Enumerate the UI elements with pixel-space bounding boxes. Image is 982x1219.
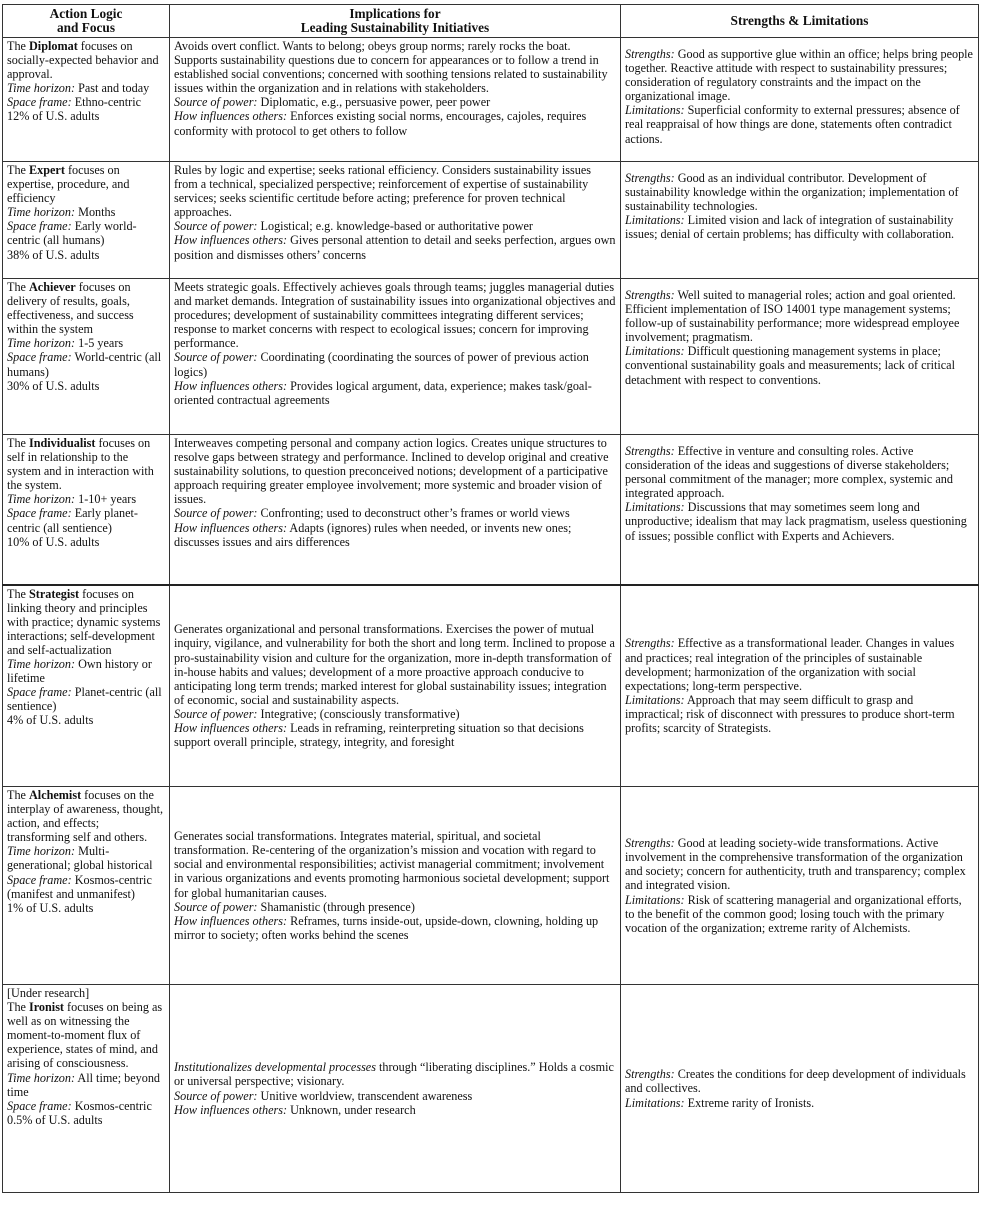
influence-value: Reframes, turns inside-out, upside-down, clowning, holding up mirror to society; often works behind the scenes [174,913,599,942]
name-prefix: The [7,436,29,450]
power-value: Logistical; e.g. knowledge-based or authoritative power [257,219,533,234]
strengths-label: Strengths: [625,636,675,651]
cell-strengths-limitations [621,279,979,435]
space-frame-value: Ethno-centric [71,95,142,110]
strengths-label: Strengths: [625,444,675,458]
strengths-value: Good as supportive glue within an office; helps bring people together. Reactive attitude with respect to sustainability pressures; consideration of regulatory constraints and the impact on the organizational image. [625,47,973,104]
focus-text: focuses on self in relationship to the system and in interaction with the system. [7,436,154,493]
time-horizon-value: All time; beyond time [7,1070,161,1099]
focus-text: focuses on delivery of results, goals, effectiveness, and success within the system [7,280,134,337]
influence-value: Unknown, under research [287,1102,416,1117]
space-frame-label: Space frame: [7,872,72,887]
population-percent: 30% of U.S. adults [7,378,100,393]
cell-implications [170,162,621,279]
strengths-label: Strengths: [625,836,675,851]
time-horizon-value: 1-5 years [75,336,124,351]
cell-implications [170,38,621,162]
power-value: Coordinating (coordinating the sources of power of previous action logics) [174,350,589,379]
influence-value: Leads in reframing, reinterpreting situation so that decisions support overall principle, strategy, integrity, and foresight [174,720,584,750]
row-individualist [3,435,979,585]
influence-label: How influences others: [174,378,288,393]
row-diplomat [3,38,979,162]
implications-text: through “liberating disciplines.” Holds a cosmic or universal perspective; visionary. [174,1060,614,1089]
power-label: Source of power: [174,219,258,234]
logic-name: Alchemist [29,788,82,802]
name-prefix: The [7,280,29,294]
under-research-note: [Under research] [7,986,90,1000]
header-action-logic-line2: and Focus [56,20,115,35]
influence-value: Provides logical argument, data, experience; makes task/goal-oriented contractual agreements [174,378,592,407]
limitations-label: Limitations: [625,344,685,359]
limitations-label: Limitations: [625,892,685,907]
implications-text: Avoids overt conflict. Wants to belong; obeys group norms; rarely rocks the boat. Supports sustainability questions due to concern for appearances or to follow a trend in established social conventions; concerned with soothing tensions related to sustainability issues within the organization and in relations with stakeholders. [174,39,608,96]
influence-label: How influences others: [174,1102,288,1117]
time-horizon-label: Time horizon: [7,492,76,507]
time-horizon-label: Time horizon: [7,1070,76,1085]
limitations-value: Difficult questioning management systems in place; conventional sustainability goals and measurements; lack of critical detachment with respect to conventions. [625,344,955,387]
focus-text: focuses on socially-expected behavior and approval. [7,39,159,82]
space-frame-value: World-centric (all humans) [7,350,162,379]
implications-italic-text: Institutionalizes developmental processes [174,1060,376,1075]
logic-name: Diplomat [29,39,78,53]
header-implications-line1: Implications for [349,5,441,21]
logic-name: Ironist [29,1000,64,1015]
header-implications [170,5,621,38]
limitations-label: Limitations: [625,1095,685,1110]
influence-value: Gives personal attention to detail and seeks perfection, argues own position and dismisses others’ concerns [174,233,616,262]
limitations-label: Limitations: [625,213,685,228]
population-percent: 4% of U.S. adults [7,713,94,728]
limitations-label: Limitations: [625,500,685,515]
limitations-value: Risk of scattering managerial and organizational efforts, to the benefit of the common good; losing touch with the primary vocation of the organization; extreme rarity of Alchemists. [625,892,962,935]
power-value: Diplomatic, e.g., persuasive power, peer power [257,95,491,110]
influence-label: How influences others: [174,913,288,928]
cell-action-logic [3,585,170,787]
power-value: Integrative; (consciously transformative) [257,706,460,721]
limitations-value: Extreme rarity of Ironists. [684,1095,815,1110]
power-value: Unitive worldview, transcendent awareness [257,1088,473,1103]
limitations-value: Approach that may seem difficult to grasp and impractical; risk of disconnect with pressures to produce short-term profits; scarcity of Strategists. [625,692,955,735]
cell-action-logic [3,38,170,162]
cell-implications [170,985,621,1193]
strengths-value: Good at leading society-wide transformations. Active involvement in the comprehensive transformation of the organization and society; concern for authenticity, truth and transparency; complex and integrated vision. [625,836,966,893]
power-label: Source of power: [174,350,258,365]
focus-text: focuses on expertise, procedure, and efficiency [7,163,130,206]
limitations-value: Superficial conformity to external pressures; absence of real reappraisal of how things are done, statements often contradict actions. [625,103,960,146]
limitations-value: Discussions that may sometimes seem long and unproductive; idealism that may lack pragmatism, useless questioning of issues; possible conflict with Experts and Achievers. [625,500,967,543]
strengths-value: Good as an individual contributor. Development of sustainability knowledge within the organization; implementation of sustainability technologies. [625,171,959,214]
power-label: Source of power: [174,1088,258,1103]
influence-label: How influences others: [174,109,288,124]
row-alchemist [3,787,979,985]
cell-strengths-limitations [621,585,979,787]
power-label: Source of power: [174,506,258,521]
cell-action-logic [3,162,170,279]
name-prefix: The [7,1000,29,1015]
population-percent: 38% of U.S. adults [7,247,100,262]
power-value: Shamanistic (through presence) [257,899,415,914]
implications-text: Generates organizational and personal transformations. Exercises the power of mutual inquiry, vigilance, and vulnerability for both the short and long term. Inclined to propose a pro-sustainability vision and culture for the organization, more in-depth transformation of in-house habits and values; development of a more proactive approach conducive to anticipating long term trends; marked interest for global sustainability issues; integration of economic, social and sustainability aspects. [174,622,615,707]
population-percent: 1% of U.S. adults [7,900,94,915]
power-value: Confronting; used to deconstruct other’s frames or world views [257,506,570,521]
influence-label: How influences others: [174,520,288,535]
header-strengths-limitations: Strengths & Limitations [621,5,979,38]
space-frame-value: Kosmos-centric [71,1098,152,1113]
header-row [3,5,979,38]
influence-value: Enforces existing social norms, encourages, cajoles, requires conformity with protocol to get others to follow [174,109,587,138]
cell-implications [170,279,621,435]
influence-value: Adapts (ignores) rules when needed, or invents new ones; discusses issues and airs differences [174,520,572,549]
power-label: Source of power: [174,899,258,914]
strengths-value: Creates the conditions for deep development of individuals and collectives. [625,1067,966,1096]
influence-label: How influences others: [174,720,288,735]
strengths-value: Effective in venture and consulting roles. Active consideration of the ideas and suggestions of diverse stakeholders; personal commitment of the manager; more complex, systemic and integrated approach. [625,444,953,501]
space-frame-label: Space frame: [7,685,72,700]
time-horizon-value: Multi-generational; global historical [7,844,153,873]
header-action-logic [3,5,170,38]
name-prefix: The [7,39,29,53]
name-prefix: The [7,163,29,177]
cell-implications [170,787,621,985]
implications-text: Generates social transformations. Integrates material, spiritual, and societal transformation. Re-centering of the organization’s mission and vocation with regard to social and environmental responsibilities; activist managerial commitment; involvement in various organizations and events promoting harmonious societal development; support for global humanitarian causes. [174,829,610,900]
time-horizon-value: Months [75,205,116,220]
limitations-label: Limitations: [625,692,685,707]
space-frame-label: Space frame: [7,506,72,521]
focus-text: focuses on linking theory and principles with practice; dynamic systems interactions; self-development and self-actualization [7,586,161,657]
cell-strengths-limitations [621,985,979,1193]
logic-name: Achiever [29,280,76,294]
space-frame-value: Early world-centric (all humans) [7,219,137,248]
cell-strengths-limitations [621,787,979,985]
time-horizon-value: Past and today [75,81,150,96]
cell-strengths-limitations [621,38,979,162]
implications-text: Rules by logic and expertise; seeks rational efficiency. Considers sustainability issues from a technical, specialized perspective; reinforcement of expertise of sustainability services; seeks scientific certitude before acting; preference for proven technical approaches. [174,163,591,220]
population-percent: 0.5% of U.S. adults [7,1112,103,1127]
time-horizon-label: Time horizon: [7,336,76,351]
cell-action-logic [3,435,170,585]
space-frame-label: Space frame: [7,95,72,110]
name-prefix: The [7,586,29,601]
logic-name: Expert [29,163,65,177]
row-ironist [3,985,979,1193]
time-horizon-label: Time horizon: [7,656,76,671]
strengths-label: Strengths: [625,288,675,302]
logic-name: Individualist [29,436,96,450]
row-expert [3,162,979,279]
space-frame-value: Planet-centric (all sentience) [7,685,162,714]
header-implications-line2: Leading Sustainability Initiatives [300,20,490,35]
space-frame-label: Space frame: [7,1098,72,1113]
implications-text: Meets strategic goals. Effectively achieves goals through teams; juggles managerial duties and market demands. Integration of sustainability issues into organizational objectives and procedures; development of sustainability committees integrating different services; response to market concerns with respect to ecological issues; concern for improving performance. [174,280,616,351]
power-label: Source of power: [174,95,258,110]
power-label: Source of power: [174,706,258,721]
focus-text: focuses on being as well as on witnessing the moment-to-moment flux of experience, states of mind, and arising of consciousness. [7,1000,163,1071]
time-horizon-value: Own history or lifetime [7,656,152,686]
strengths-label: Strengths: [625,1067,675,1082]
strengths-value: Well suited to managerial roles; action and goal oriented. Efficient implementation of ISO 14001 type management systems; follow-up of sustainability performance; more widespread employee involvement; pragmatism. [625,288,960,345]
population-percent: 10% of U.S. adults [7,534,100,549]
time-horizon-label: Time horizon: [7,81,76,96]
space-frame-value: Kosmos-centric (manifest and unmanifest) [7,872,152,901]
logic-name: Strategist [29,586,80,601]
name-prefix: The [7,788,29,802]
limitations-label: Limitations: [625,103,685,118]
cell-action-logic [3,985,170,1193]
space-frame-label: Space frame: [7,219,72,234]
time-horizon-value: 1-10+ years [75,492,137,507]
time-horizon-label: Time horizon: [7,205,76,220]
cell-strengths-limitations [621,435,979,585]
time-horizon-label: Time horizon: [7,844,76,859]
cell-implications [170,435,621,585]
focus-text: focuses on the interplay of awareness, thought, action, and effects; transforming self and others. [7,788,164,845]
strengths-label: Strengths: [625,171,675,185]
cell-implications [170,585,621,787]
influence-label: How influences others: [174,233,288,248]
cell-action-logic [3,787,170,985]
header-action-logic-line1: Action Logic [49,5,123,21]
population-percent: 12% of U.S. adults [7,109,100,124]
strengths-value: Effective as a transformational leader. Changes in values and practices; real integration of the principles of sustainable development; harmonization of the organization with social expectations; long-term perspective. [625,636,955,693]
strengths-label: Strengths: [625,47,675,61]
cell-action-logic [3,279,170,435]
row-strategist [3,585,979,787]
cell-strengths-limitations [621,162,979,279]
space-frame-value: Early planet-centric (all sentience) [7,506,138,535]
action-logics-table [2,4,979,1193]
implications-text: Interweaves competing personal and company action logics. Creates unique structures to resolve gaps between strategy and performance. Inclined to develop original and creative sustainability solutions, to question preconceived notions; development of a participative approach requiring greater employee involvement; more systemic and broader vision of issues. [174,436,609,507]
row-achiever [3,279,979,435]
limitations-value: Limited vision and lack of integration of sustainability issues; denial of certain problems; has difficulty with collaboration. [625,213,955,242]
space-frame-label: Space frame: [7,350,72,365]
